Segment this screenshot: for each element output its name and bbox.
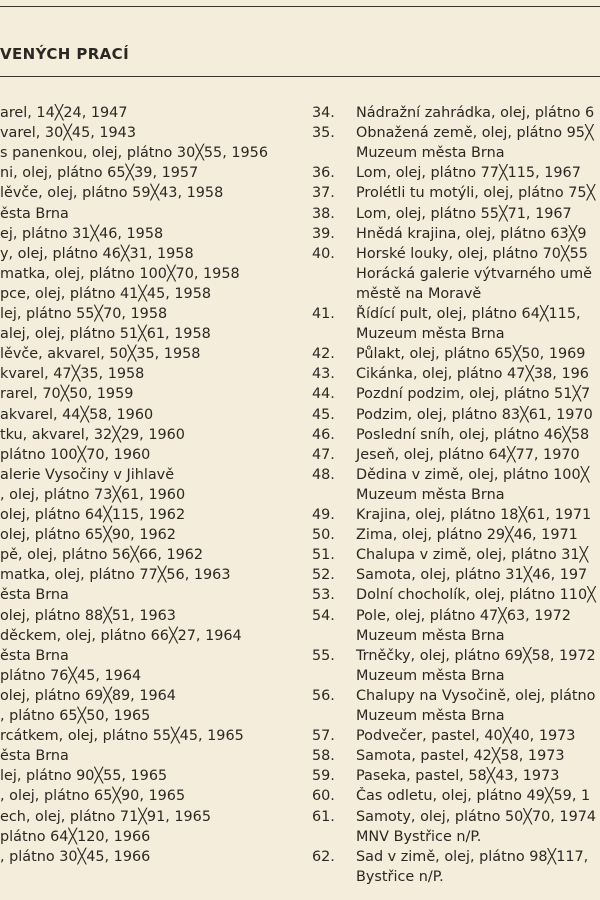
entry-number: 36. — [312, 165, 335, 182]
entry-number: 44. — [312, 386, 335, 403]
entry-line: Chalupy na Vysočině, olej, plátno — [356, 687, 596, 704]
entry-number: 51. — [312, 547, 335, 564]
catalog-entry — [312, 687, 600, 727]
entry-text — [356, 566, 587, 586]
entry-line: Samoty, olej, plátno 50╳70, 1974 — [356, 808, 597, 825]
left-entry: , plátno 65╳50, 1965 — [0, 708, 151, 724]
entry-line: MNV Bystřice n/P. — [356, 828, 482, 845]
left-entry: olej, plátno 69╳89, 1964 — [0, 687, 176, 704]
left-entry: y, olej, plátno 46╳31, 1958 — [0, 245, 194, 262]
catalog-entry — [312, 446, 600, 466]
entry-line: Muzeum města Brna — [356, 667, 505, 684]
left-entry: , olej, plátno 65╳90, 1965 — [0, 788, 186, 805]
left-entry: rarel, 70╳50, 1959 — [0, 386, 134, 403]
catalog-entry — [312, 566, 600, 586]
entry-text — [356, 607, 571, 647]
entry-number: 54. — [312, 607, 335, 624]
entry-text — [356, 526, 578, 546]
catalog-entry — [312, 747, 600, 767]
entry-text — [356, 225, 587, 245]
left-entry: , olej, plátno 73╳61, 1960 — [0, 486, 186, 503]
entry-text — [356, 305, 581, 345]
left-entry: varel, 30╳45, 1943 — [0, 125, 136, 142]
left-entry: matka, olej, plátno 77╳56, 1963 — [0, 567, 231, 584]
entry-line: Sad v zimě, olej, plátno 98╳117, — [356, 848, 589, 865]
heading-rule — [0, 76, 600, 77]
entry-text — [356, 506, 591, 526]
entry-line: Dědina v zimě, olej, plátno 100╳ — [356, 466, 590, 483]
entry-number: 49. — [312, 507, 335, 523]
entry-text — [356, 546, 588, 566]
catalog-entry — [312, 124, 600, 164]
catalog-entry — [312, 426, 600, 446]
left-entry: rcátkem, olej, plátno 55╳45, 1965 — [0, 728, 244, 745]
left-entry: ni, olej, plátno 65╳39, 1957 — [0, 165, 199, 182]
entry-line: Muzeum města Brna — [356, 486, 505, 503]
left-entry: lěvče, olej, plátno 59╳43, 1958 — [0, 185, 224, 202]
entry-line: Poslední sníh, olej, plátno 46╳58 — [356, 426, 590, 443]
entry-line: městě na Moravě — [356, 285, 482, 302]
left-entry: ěsta Brna — [0, 647, 69, 664]
entry-number: 52. — [312, 567, 335, 584]
entry-line: Cikánka, olej, plátno 47╳38, 196 — [356, 366, 589, 383]
section-heading: VENÝCH PRACÍ — [0, 45, 130, 63]
entry-line: Lom, olej, plátno 77╳115, 1967 — [356, 165, 581, 182]
entry-text — [356, 406, 593, 426]
left-entry: plátno 100╳70, 1960 — [0, 446, 151, 463]
entry-line: Muzeum města Brna — [356, 707, 505, 724]
entry-number: 45. — [312, 406, 335, 423]
entry-line: Nádražní zahrádka, olej, plátno 6 — [356, 105, 595, 121]
entry-number: 57. — [312, 728, 335, 745]
entry-text — [356, 446, 580, 466]
entry-number: 38. — [312, 205, 335, 222]
catalog-entry — [312, 365, 600, 385]
catalog-entry — [312, 808, 600, 848]
left-entry: ech, olej, plátno 71╳91, 1965 — [0, 808, 211, 825]
entry-text — [356, 727, 575, 747]
catalog-entry — [312, 787, 600, 807]
entry-line: Horácká galerie výtvarného umě — [356, 265, 593, 282]
entry-number: 50. — [312, 527, 335, 544]
catalog-entry — [312, 385, 600, 405]
entry-number: 59. — [312, 768, 335, 785]
entry-text — [356, 365, 589, 385]
entry-number: 41. — [312, 306, 335, 322]
entry-text — [356, 466, 589, 506]
left-entry: plátno 64╳120, 1966 — [0, 828, 151, 845]
entry-line: Pole, olej, plátno 47╳63, 1972 — [356, 607, 571, 624]
entry-line: Hnědá krajina, olej, plátno 63╳9 — [356, 225, 587, 242]
left-entry: kvarel, 47╳35, 1958 — [0, 366, 145, 383]
catalog-entry — [312, 245, 600, 305]
entry-line: Půlakt, olej, plátno 65╳50, 1969 — [356, 346, 586, 363]
catalog-entry — [312, 767, 600, 787]
entry-text — [356, 385, 590, 405]
entry-line: Muzeum města Brna — [356, 326, 505, 343]
entry-number: 39. — [312, 225, 335, 242]
entry-number: 43. — [312, 366, 335, 383]
entry-line: Samota, olej, plátno 31╳46, 197 — [356, 567, 588, 584]
entry-number: 46. — [312, 426, 335, 443]
left-entry: pě, olej, plátno 56╳66, 1962 — [0, 547, 204, 564]
entry-line: Zima, olej, plátno 29╳46, 1971 — [356, 527, 578, 544]
entry-text — [356, 426, 589, 446]
catalog-entry — [312, 506, 600, 526]
catalog-entry — [312, 205, 600, 225]
entry-line: Podvečer, pastel, 40╳40, 1973 — [356, 728, 576, 745]
entry-number: 60. — [312, 788, 335, 805]
catalog-entry — [312, 345, 600, 365]
entry-number: 47. — [312, 446, 335, 463]
top-rule — [0, 6, 600, 7]
catalog-entry — [312, 305, 600, 345]
left-entry: ěsta Brna — [0, 587, 69, 604]
entry-line: Lom, olej, plátno 55╳71, 1967 — [356, 205, 572, 222]
catalog-entry — [312, 466, 600, 506]
entry-line: Krajina, olej, plátno 18╳61, 1971 — [356, 507, 592, 523]
entry-line: Muzeum města Brna — [356, 627, 505, 644]
entry-number: 62. — [312, 848, 335, 865]
entry-number: 58. — [312, 748, 335, 765]
entry-number: 53. — [312, 587, 335, 604]
left-entry: olej, plátno 64╳115, 1962 — [0, 507, 186, 523]
left-entry: matka, olej, plátno 100╳70, 1958 — [0, 265, 240, 282]
entry-text — [356, 687, 595, 727]
entry-text — [356, 245, 592, 305]
catalog-entry — [312, 607, 600, 647]
entry-number: 35. — [312, 125, 335, 142]
entry-number: 40. — [312, 245, 335, 262]
entry-line: Obnažená země, olej, plátno 95╳ — [356, 125, 594, 142]
catalog-entry — [312, 225, 600, 245]
entry-number: 55. — [312, 647, 335, 664]
left-entry: tku, akvarel, 32╳29, 1960 — [0, 426, 185, 443]
catalog-entry — [312, 526, 600, 546]
left-column-list — [0, 104, 300, 878]
entry-text — [356, 767, 559, 787]
catalog-entry — [312, 184, 600, 204]
left-entry: arel, 14╳24, 1947 — [0, 105, 128, 121]
entry-text — [356, 647, 596, 687]
entry-number: 48. — [312, 466, 335, 483]
entry-text — [356, 104, 594, 124]
entry-line: Bystřice n/P. — [356, 868, 444, 885]
left-entry: lěvče, akvarel, 50╳35, 1958 — [0, 346, 201, 363]
entry-line: Chalupa v zimě, olej, plátno 31╳ — [356, 547, 589, 564]
entry-text — [356, 848, 588, 888]
entry-number: 34. — [312, 105, 335, 121]
entry-line: Trněčky, olej, plátno 69╳58, 1972 — [356, 647, 596, 664]
left-entry: alej, olej, plátno 51╳61, 1958 — [0, 326, 211, 343]
entry-line: Podzim, olej, plátno 83╳61, 1970 — [356, 406, 593, 423]
catalog-entry — [312, 406, 600, 426]
entry-line: Paseka, pastel, 58╳43, 1973 — [356, 768, 560, 785]
entry-line: Řídící pult, olej, plátno 64╳115, — [356, 306, 581, 322]
catalog-entry — [312, 586, 600, 606]
catalog-entry — [312, 647, 600, 687]
entry-line: Samota, pastel, 42╳58, 1973 — [356, 748, 565, 765]
left-entry: plátno 76╳45, 1964 — [0, 667, 142, 684]
catalog-entry — [312, 727, 600, 747]
entry-line: Čas odletu, olej, plátno 49╳59, 1 — [356, 788, 591, 805]
entry-text — [356, 205, 572, 225]
entry-line: Horské louky, olej, plátno 70╳55 — [356, 245, 588, 262]
left-entry: alerie Vysočiny v Jihlavě — [0, 466, 175, 483]
entry-line: Dolní chocholík, olej, plátno 110╳ — [356, 587, 596, 604]
left-entry: ěsta Brna — [0, 205, 69, 222]
left-entry: děckem, olej, plátno 66╳27, 1964 — [0, 627, 242, 644]
left-entry: , plátno 30╳45, 1966 — [0, 848, 151, 865]
entry-text — [356, 164, 581, 184]
catalog-entry — [312, 848, 600, 888]
entry-text — [356, 808, 596, 848]
catalog-entry — [312, 104, 600, 124]
left-entry: ej, plátno 31╳46, 1958 — [0, 225, 164, 242]
entry-number: 56. — [312, 687, 335, 704]
entry-text — [356, 586, 596, 606]
left-entry: olej, plátno 65╳90, 1962 — [0, 527, 176, 544]
entry-number: 42. — [312, 346, 335, 363]
left-entry: lej, plátno 90╳55, 1965 — [0, 768, 168, 785]
catalog-entry — [312, 164, 600, 184]
entry-text — [356, 787, 590, 807]
left-entry: ěsta Brna — [0, 748, 69, 765]
entry-text — [356, 747, 565, 767]
entry-line: Muzeum města Brna — [356, 145, 505, 162]
entry-text — [356, 345, 585, 365]
entry-text — [356, 184, 595, 204]
catalog-entry — [312, 546, 600, 566]
left-entry: olej, plátno 88╳51, 1963 — [0, 607, 176, 624]
entry-number: 37. — [312, 185, 335, 202]
entry-line: Pozdní podzim, olej, plátno 51╳7 — [356, 386, 591, 403]
left-entry: pce, olej, plátno 41╳45, 1958 — [0, 285, 212, 302]
entry-number: 61. — [312, 808, 335, 825]
left-entry: lej, plátno 55╳70, 1958 — [0, 306, 168, 322]
entry-line: Jeseň, olej, plátno 64╳77, 1970 — [356, 446, 580, 463]
entry-text — [356, 124, 594, 164]
left-entry: s panenkou, olej, plátno 30╳55, 1956 — [0, 145, 268, 162]
left-entry: akvarel, 44╳58, 1960 — [0, 406, 154, 423]
entry-line: Prolétli tu motýli, olej, plátno 75╳ — [356, 185, 596, 202]
